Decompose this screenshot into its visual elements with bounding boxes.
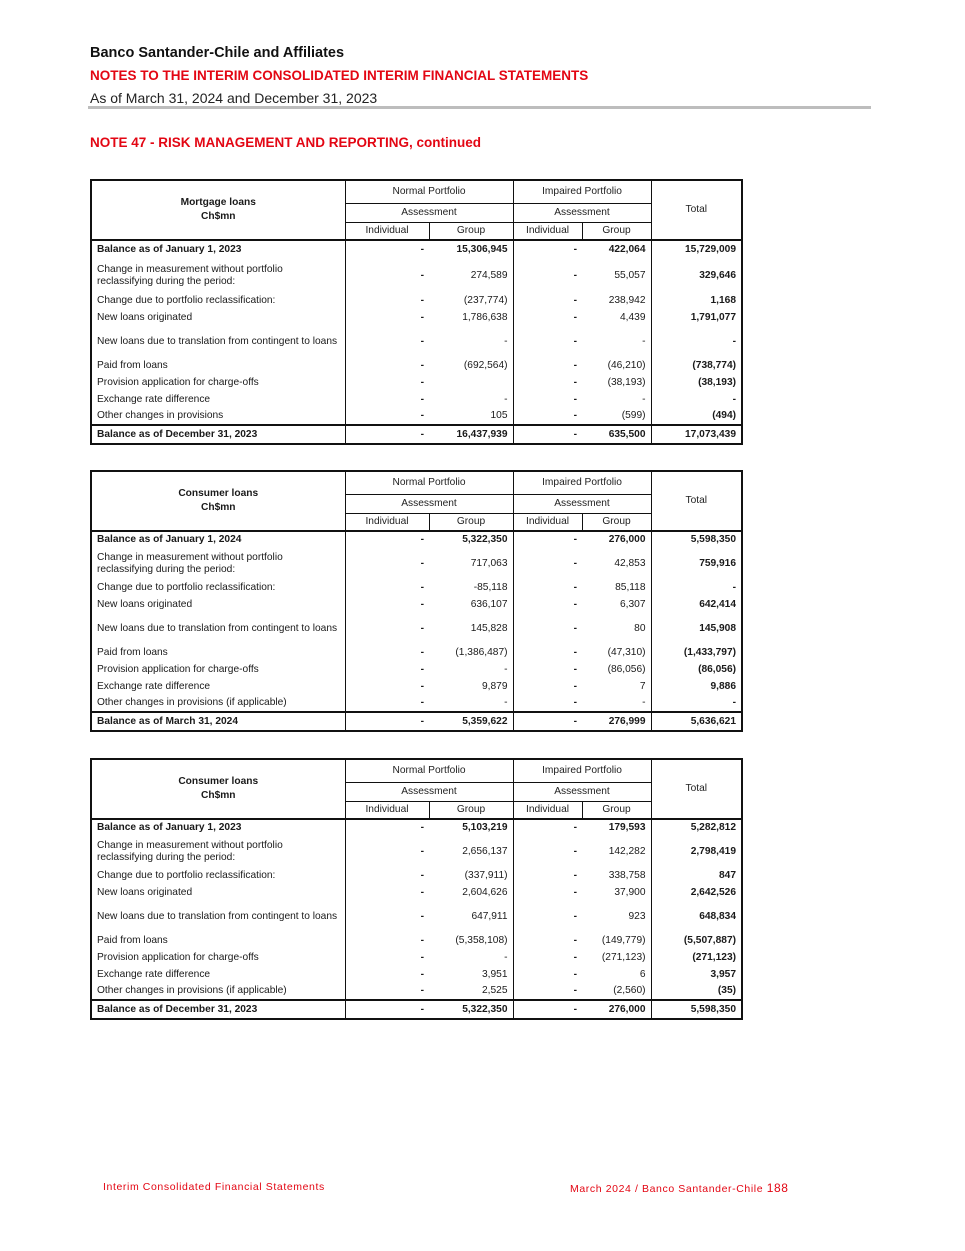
table-row	[91, 326, 742, 357]
normal-assessment-header: Assessment	[345, 494, 513, 513]
total-cell: -	[732, 697, 737, 708]
impaired-group-cell: (86,056)	[582, 661, 651, 678]
normal-group-cell: 2,604,626	[429, 884, 513, 901]
table-title	[91, 180, 345, 240]
normal-individual-cell: -	[420, 968, 424, 980]
normal-individual-cell: -	[420, 869, 424, 881]
row-label: New loans originated	[91, 309, 345, 326]
table-row	[91, 983, 742, 1000]
normal-group-cell: 274,589	[429, 259, 513, 292]
impaired-group-cell: 6	[582, 966, 651, 983]
normal-group-cell: 2,656,137	[429, 836, 513, 867]
impaired-individual-header: Individual	[513, 801, 582, 819]
normal-group-cell: -	[429, 695, 513, 712]
table-row	[91, 932, 742, 949]
row-label: Exchange rate difference	[91, 678, 345, 695]
normal-group-cell: 5,359,622	[429, 712, 513, 731]
normal-group-cell: 1,786,638	[429, 309, 513, 326]
notes-title: NOTES TO THE INTERIM CONSOLIDATED INTERIM FINANCIAL STATEMENTS	[90, 68, 589, 83]
table-title-line1: Consumer loans	[178, 488, 259, 499]
total-cell: 5,598,350	[690, 534, 737, 545]
note-title: NOTE 47 - RISK MANAGEMENT AND REPORTING, continued	[90, 135, 482, 150]
impaired-assessment-header: Assessment	[513, 494, 651, 513]
table-row	[91, 678, 742, 695]
impaired-individual-cell: -	[573, 622, 578, 634]
impaired-group-cell: 635,500	[582, 425, 651, 444]
normal-individual-cell: -	[420, 985, 424, 996]
impaired-group-cell: (149,779)	[582, 932, 651, 949]
normal-group-cell: -	[429, 391, 513, 408]
total-cell: -	[732, 581, 737, 593]
impaired-group-cell: 85,118	[582, 579, 651, 596]
table-row	[91, 309, 742, 326]
normal-individual-cell: -	[420, 886, 424, 898]
row-label: Change in measurement without portfolio reclassifying during the period:	[91, 548, 345, 579]
normal-group-cell: 5,322,350	[429, 1000, 513, 1019]
normal-group-cell: 15,306,945	[429, 240, 513, 259]
normal-group-header: Group	[429, 513, 513, 531]
impaired-individual-cell: -	[573, 410, 578, 421]
normal-group-header: Group	[429, 801, 513, 819]
normal-assessment-header: Assessment	[345, 782, 513, 801]
normal-group-cell: (692,564)	[429, 357, 513, 374]
table-row	[91, 531, 742, 548]
row-label: Paid from loans	[91, 644, 345, 661]
normal-group-cell: (237,774)	[429, 292, 513, 309]
normal-individual-header: Individual	[345, 222, 429, 240]
normal-individual-cell: -	[420, 376, 424, 388]
normal-portfolio-header: Normal Portfolio	[345, 471, 513, 494]
impaired-group-cell: -	[582, 326, 651, 357]
header-divider	[88, 106, 871, 109]
total-cell: 5,636,621	[690, 715, 737, 727]
row-label: New loans due to translation from contingent to loans	[91, 326, 345, 357]
normal-individual-cell: -	[420, 680, 424, 692]
total-cell: 5,598,350	[690, 1003, 737, 1015]
table-row	[91, 966, 742, 983]
row-label: Other changes in provisions	[91, 408, 345, 425]
total-cell: 648,834	[699, 910, 737, 922]
row-label: Other changes in provisions (if applicable)	[91, 695, 345, 712]
normal-group-cell	[429, 374, 513, 391]
impaired-group-cell: 338,758	[582, 867, 651, 884]
row-label: New loans originated	[91, 884, 345, 901]
table-row	[91, 949, 742, 966]
normal-individual-cell: -	[420, 557, 424, 569]
footer-right	[570, 1181, 789, 1195]
total-header: Total	[651, 759, 742, 819]
normal-individual-cell: -	[420, 393, 424, 405]
normal-group-cell: -	[429, 326, 513, 357]
total-cell: (35)	[717, 985, 737, 996]
footer-right-text: March 2024 / Banco Santander-Chile	[570, 1183, 764, 1195]
row-label: Change due to portfolio reclassification:	[91, 867, 345, 884]
normal-group-cell: (1,386,487)	[429, 644, 513, 661]
table-title-line2: Ch$mn	[200, 790, 236, 801]
row-label: Change in measurement without portfolio reclassifying during the period:	[91, 259, 345, 292]
normal-individual-cell: -	[420, 622, 424, 634]
total-cell: (86,056)	[698, 663, 737, 675]
normal-group-cell: (337,911)	[429, 867, 513, 884]
table-row	[91, 1000, 742, 1019]
normal-group-cell: 105	[429, 408, 513, 425]
impaired-group-cell: 6,307	[582, 596, 651, 613]
normal-individual-cell: -	[420, 598, 424, 610]
impaired-group-cell: (271,123)	[582, 949, 651, 966]
table-row	[91, 374, 742, 391]
total-header: Total	[651, 471, 742, 531]
normal-individual-cell: -	[420, 934, 424, 946]
total-cell: (271,123)	[692, 951, 737, 963]
impaired-individual-cell: -	[573, 335, 578, 347]
total-cell: (494)	[712, 410, 737, 421]
impaired-individual-cell: -	[573, 598, 578, 610]
page-number: 188	[766, 1181, 789, 1195]
normal-individual-cell: -	[420, 359, 424, 371]
table-row	[91, 425, 742, 444]
impaired-group-cell: 80	[582, 613, 651, 644]
impaired-individual-cell: -	[573, 663, 578, 675]
impaired-individual-cell: -	[573, 886, 578, 898]
total-cell: 2,642,526	[690, 886, 737, 898]
impaired-individual-cell: -	[573, 1003, 578, 1015]
impaired-portfolio-header: Impaired Portfolio	[513, 759, 651, 782]
normal-individual-cell: -	[420, 335, 424, 347]
table-row	[91, 712, 742, 731]
row-label: Provision application for charge-offs	[91, 374, 345, 391]
normal-group-cell: 16,437,939	[429, 425, 513, 444]
row-label: Change in measurement without portfolio reclassifying during the period:	[91, 836, 345, 867]
impaired-group-cell: 422,064	[582, 240, 651, 259]
impaired-group-cell: (2,560)	[582, 983, 651, 1000]
impaired-group-cell: 4,439	[582, 309, 651, 326]
impaired-group-header: Group	[582, 222, 651, 240]
row-label: Balance as of December 31, 2023	[91, 1000, 345, 1019]
impaired-group-cell: 179,593	[582, 819, 651, 836]
total-cell: 847	[719, 869, 737, 881]
table-row	[91, 579, 742, 596]
normal-group-cell: 636,107	[429, 596, 513, 613]
impaired-individual-cell: -	[573, 269, 578, 281]
total-cell: 9,886	[710, 680, 737, 692]
row-label: Provision application for charge-offs	[91, 949, 345, 966]
normal-individual-cell: -	[420, 581, 424, 593]
normal-individual-cell: -	[420, 534, 424, 545]
row-label: Other changes in provisions (if applicable)	[91, 983, 345, 1000]
table-row	[91, 613, 742, 644]
row-label: Balance as of December 31, 2023	[91, 425, 345, 444]
table-row	[91, 901, 742, 932]
row-label: Balance as of March 31, 2024	[91, 712, 345, 731]
impaired-individual-cell: -	[573, 428, 578, 440]
company-name: Banco Santander-Chile and Affiliates	[90, 45, 345, 61]
impaired-individual-cell: -	[573, 951, 578, 963]
normal-group-cell: 5,103,219	[429, 819, 513, 836]
impaired-group-cell: 923	[582, 901, 651, 932]
normal-individual-cell: -	[420, 697, 424, 708]
row-label: Change due to portfolio reclassification:	[91, 292, 345, 309]
impaired-assessment-header: Assessment	[513, 782, 651, 801]
impaired-individual-header: Individual	[513, 513, 582, 531]
impaired-individual-cell: -	[573, 534, 578, 545]
loans-table-2	[90, 470, 743, 732]
row-label: Exchange rate difference	[91, 391, 345, 408]
impaired-group-cell: 238,942	[582, 292, 651, 309]
row-label: Balance as of January 1, 2023	[91, 240, 345, 259]
normal-individual-cell: -	[420, 428, 424, 440]
normal-portfolio-header: Normal Portfolio	[345, 759, 513, 782]
table-row	[91, 695, 742, 712]
impaired-group-cell: -	[582, 695, 651, 712]
impaired-group-cell: 142,282	[582, 836, 651, 867]
impaired-individual-cell: -	[573, 985, 578, 996]
normal-individual-header: Individual	[345, 801, 429, 819]
normal-individual-cell: -	[420, 244, 424, 255]
normal-group-cell: 717,063	[429, 548, 513, 579]
table-row	[91, 357, 742, 374]
impaired-individual-header: Individual	[513, 222, 582, 240]
impaired-group-cell: 276,000	[582, 1000, 651, 1019]
table-title-line1: Mortgage loans	[180, 197, 256, 208]
row-label: New loans originated	[91, 596, 345, 613]
impaired-group-cell: (46,210)	[582, 357, 651, 374]
impaired-group-cell: (47,310)	[582, 644, 651, 661]
row-label: Paid from loans	[91, 932, 345, 949]
impaired-individual-cell: -	[573, 822, 578, 833]
normal-individual-cell: -	[420, 845, 424, 857]
normal-individual-cell: -	[420, 410, 424, 421]
normal-group-cell: 2,525	[429, 983, 513, 1000]
total-cell: (5,507,887)	[683, 934, 737, 946]
total-cell: (738,774)	[692, 359, 737, 371]
table-row	[91, 661, 742, 678]
total-cell: 2,798,419	[690, 845, 737, 857]
impaired-individual-cell: -	[573, 359, 578, 371]
normal-individual-cell: -	[420, 951, 424, 963]
table-row	[91, 391, 742, 408]
impaired-group-cell: (38,193)	[582, 374, 651, 391]
total-cell: 15,729,009	[685, 244, 737, 255]
total-cell: 1,168	[710, 294, 737, 306]
total-cell: -	[732, 393, 737, 405]
normal-group-cell: 145,828	[429, 613, 513, 644]
total-cell: 3,957	[710, 968, 737, 980]
total-header: Total	[651, 180, 742, 240]
table-title	[91, 759, 345, 819]
impaired-individual-cell: -	[573, 715, 578, 727]
impaired-individual-cell: -	[573, 393, 578, 405]
row-label: Balance as of January 1, 2023	[91, 819, 345, 836]
normal-individual-header: Individual	[345, 513, 429, 531]
total-cell: (38,193)	[698, 376, 737, 388]
footer-left: Interim Consolidated Financial Statements	[103, 1181, 325, 1193]
normal-group-cell: 5,322,350	[429, 531, 513, 548]
normal-group-cell: -85,118	[429, 579, 513, 596]
impaired-group-cell: 7	[582, 678, 651, 695]
table-row	[91, 292, 742, 309]
table-title	[91, 471, 345, 531]
normal-individual-cell: -	[420, 822, 424, 833]
impaired-group-header: Group	[582, 801, 651, 819]
table-row	[91, 548, 742, 579]
normal-portfolio-header: Normal Portfolio	[345, 180, 513, 203]
table-row	[91, 644, 742, 661]
normal-individual-cell: -	[420, 311, 424, 323]
impaired-group-cell: 42,853	[582, 548, 651, 579]
total-cell: 5,282,812	[690, 822, 737, 833]
row-label: Provision application for charge-offs	[91, 661, 345, 678]
table-row	[91, 240, 742, 259]
total-cell: -	[732, 335, 737, 347]
normal-assessment-header: Assessment	[345, 203, 513, 222]
impaired-individual-cell: -	[573, 680, 578, 692]
table-row	[91, 259, 742, 292]
impaired-individual-cell: -	[573, 244, 578, 255]
row-label: Paid from loans	[91, 357, 345, 374]
table-row	[91, 884, 742, 901]
normal-individual-cell: -	[420, 910, 424, 922]
normal-individual-cell: -	[420, 646, 424, 658]
row-label: New loans due to translation from contingent to loans	[91, 901, 345, 932]
impaired-individual-cell: -	[573, 845, 578, 857]
impaired-group-cell: (599)	[582, 408, 651, 425]
normal-individual-cell: -	[420, 1003, 424, 1015]
impaired-group-header: Group	[582, 513, 651, 531]
impaired-group-cell: 55,057	[582, 259, 651, 292]
total-cell: 145,908	[699, 622, 737, 634]
table-title-line2: Ch$mn	[200, 502, 236, 513]
total-cell: 759,916	[699, 557, 737, 569]
total-cell: 1,791,077	[690, 311, 737, 323]
table-row	[91, 596, 742, 613]
row-label: Exchange rate difference	[91, 966, 345, 983]
row-label: Change due to portfolio reclassification:	[91, 579, 345, 596]
impaired-individual-cell: -	[573, 376, 578, 388]
table-title-line1: Consumer loans	[178, 776, 259, 787]
impaired-individual-cell: -	[573, 934, 578, 946]
table-row	[91, 836, 742, 867]
normal-individual-cell: -	[420, 715, 424, 727]
impaired-individual-cell: -	[573, 557, 578, 569]
impaired-individual-cell: -	[573, 311, 578, 323]
impaired-individual-cell: -	[573, 294, 578, 306]
total-cell: 329,646	[699, 269, 737, 281]
normal-group-cell: -	[429, 661, 513, 678]
total-cell: (1,433,797)	[683, 646, 737, 658]
impaired-portfolio-header: Impaired Portfolio	[513, 471, 651, 494]
impaired-individual-cell: -	[573, 697, 578, 708]
table-row	[91, 867, 742, 884]
impaired-individual-cell: -	[573, 646, 578, 658]
total-cell: 17,073,439	[685, 428, 737, 440]
table-title-line2: Ch$mn	[200, 211, 236, 222]
impaired-group-cell: 276,000	[582, 531, 651, 548]
table-row	[91, 408, 742, 425]
impaired-individual-cell: -	[573, 910, 578, 922]
table-row	[91, 819, 742, 836]
impaired-portfolio-header: Impaired Portfolio	[513, 180, 651, 203]
total-cell: 642,414	[699, 598, 737, 610]
normal-group-cell: -	[429, 949, 513, 966]
normal-group-cell: (5,358,108)	[429, 932, 513, 949]
impaired-individual-cell: -	[573, 581, 578, 593]
normal-individual-cell: -	[420, 294, 424, 306]
as-of-date: As of March 31, 2024 and December 31, 2023	[90, 90, 378, 106]
normal-individual-cell: -	[420, 663, 424, 675]
impaired-group-cell: 37,900	[582, 884, 651, 901]
row-label: New loans due to translation from contingent to loans	[91, 613, 345, 644]
impaired-individual-cell: -	[573, 968, 578, 980]
normal-group-header: Group	[429, 222, 513, 240]
row-label: Balance as of January 1, 2024	[91, 531, 345, 548]
normal-individual-cell: -	[420, 269, 424, 281]
loans-table-3	[90, 758, 743, 1020]
impaired-group-cell: -	[582, 391, 651, 408]
normal-group-cell: 647,911	[429, 901, 513, 932]
impaired-assessment-header: Assessment	[513, 203, 651, 222]
loans-table-1	[90, 179, 743, 445]
normal-group-cell: 3,951	[429, 966, 513, 983]
impaired-individual-cell: -	[573, 869, 578, 881]
impaired-group-cell: 276,999	[582, 712, 651, 731]
normal-group-cell: 9,879	[429, 678, 513, 695]
